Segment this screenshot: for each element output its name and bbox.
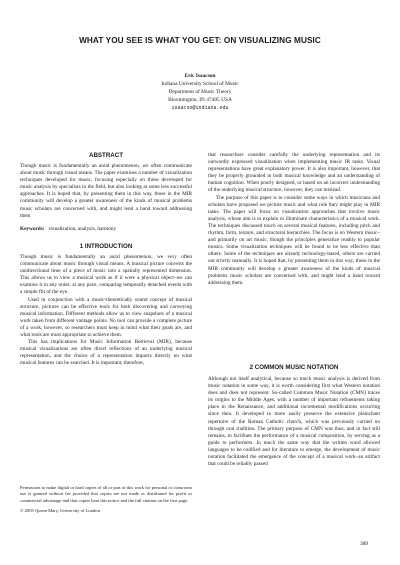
- section-1-paragraph: Though music is fundamentally an aural phenomenon, we very often communicate about music through visual means. A musical picture converts the unidirectional time of a piece of music into a spatially represented dimension. This allows us to view a musical work as if it were a physical object–we can examine it in any order, at any pace, comparing temporally detached events with a simple flit of the eye.: [20, 254, 192, 296]
- paper-title: WHAT YOU SEE IS WHAT YOU GET: ON VISUALIZING MUSIC: [79, 36, 321, 45]
- page-number: 389: [360, 541, 369, 547]
- abstract-heading: ABSTRACT: [88, 152, 124, 159]
- abstract-body: [20, 163, 192, 220]
- introduction-continued-paragraph: that researchers consider carefully the underlying representation and its outwardly expressed visualization when implementing music IR tasks. Visual representations have great explanatory power. It is also important, however, that they be properly grounded in both musical knowledge and an understanding of human cognition. When poorly designed, or based on an incorrect understanding of the underlying musical structure, however, they can mislead.: [208, 152, 380, 194]
- keywords-line: [20, 226, 192, 233]
- section-1-paragraph: Used in conjunction with a music-theoretically sound concept of musical structure, pictures can be effective tools for both discovering and conveying musical information. Different methods allow us to view snapshots of a musical work taken from different vantage points. No tool can provide a complete picture of a work, however, so researchers must keep in mind what their goals are, and what tools are most appropriate to achieve them.: [20, 296, 192, 339]
- introduction-continued-paragraph: The purpose of this paper is to consider some ways in which musicians and scholars have proposed we picture music and what role they might play in MIR tasks. The paper will focus on visualization approaches that involve music analysis, whose aim is to explain or illuminate characteristics of a musical work. The techniques discussed touch on several musical features, including pitch and rhythm, form, texture, and structural hierarchies. The focus is on Western music–and primarily on art music, though the principles generalize readily to popular musics. Some visualization techniques will be found to be less effective than others. Some of the techniques are already technology-based, others are carried out strictly manually. It is hoped that, by presenting them in this way, those in the MIR community will develop a greater awareness of the kinds of musical problems music scholars are concerned with, and might lend a hand toward addressing them.: [208, 194, 380, 286]
- author-email: isaacso@indiana.edu: [171, 105, 229, 111]
- author-affiliation-line: Department of Music Theory: [168, 89, 232, 95]
- copyright-footnote: [20, 485, 192, 515]
- author-affiliation-line: Indiana University School of Music: [161, 81, 239, 87]
- section-1-body: [20, 254, 192, 368]
- keywords-text: visualization, analysis, harmony: [48, 226, 117, 232]
- section-1-paragraph: This has implications for Music Information Retrieval (MIR), because musical visualizations are often direct reflections of an underlying musical representation, and the choice of a representation impacts directly on what musical features can be searched. It is important, therefore,: [20, 339, 192, 367]
- permission-notice: Permission to make digital or hard copies of all or part of this work for personal or classroom use is granted without fee provided that copies are not made or distributed for profit or commercial advantage and that copies bear this notice and the full citation on the first page.: [20, 485, 192, 503]
- right-column-body: [208, 152, 380, 287]
- section-2-body: [208, 376, 380, 468]
- author-affiliation-line: Bloomington, IN 47405 USA: [168, 97, 232, 103]
- section-2-heading: 2 COMMON MUSIC NOTATION: [249, 364, 339, 371]
- section-1-heading: 1 INTRODUCTION: [79, 243, 133, 250]
- keywords-label: Keywords:: [20, 226, 45, 232]
- abstract-text: Though music is fundamentally an aural phenomenon, we often communicate about music through visual means. The paper examines a number of visualization techniques developed for music, focusing especially on those developed for music analysis by specialists in the field, but also looking at some less successful approaches. It is hoped that, by presenting them in this way, those in the MIR community will develop a greater awareness of the kinds of musical problems music scholars are concerned with, and might lend a hand toward addressing them: [20, 163, 192, 219]
- author-block: [100, 72, 300, 112]
- section-2-paragraph: Although not itself analytical, because so much music analysis is derived from music notation in some way, it is worth considering first what Western notation does and does not represent. So-called Common Music Notation (CMN) traces its origins to the Middle Ages, with a number of important refinements taking place in the Renaissance, and additional incremental modifications occurring since then. It developed to more easily preserve the extensive plainchant repertoire of the Roman Catholic church, which was previously carried on through oral tradition. The primary purpose of CMN was thus, and in fact still remains, to facilitate the performance of a musical composition, by serving as a guide to performers. In much the same way that the written word allowed languages to be codified and for literature to emerge, the development of music notation facilitated the emergence of the concept of a musical work–an artifact that could be reliably passed: [208, 376, 380, 468]
- copyright-line: © 2005 Queen Mary, University of London: [20, 508, 100, 514]
- author-name: Eric Isaacson: [184, 73, 216, 79]
